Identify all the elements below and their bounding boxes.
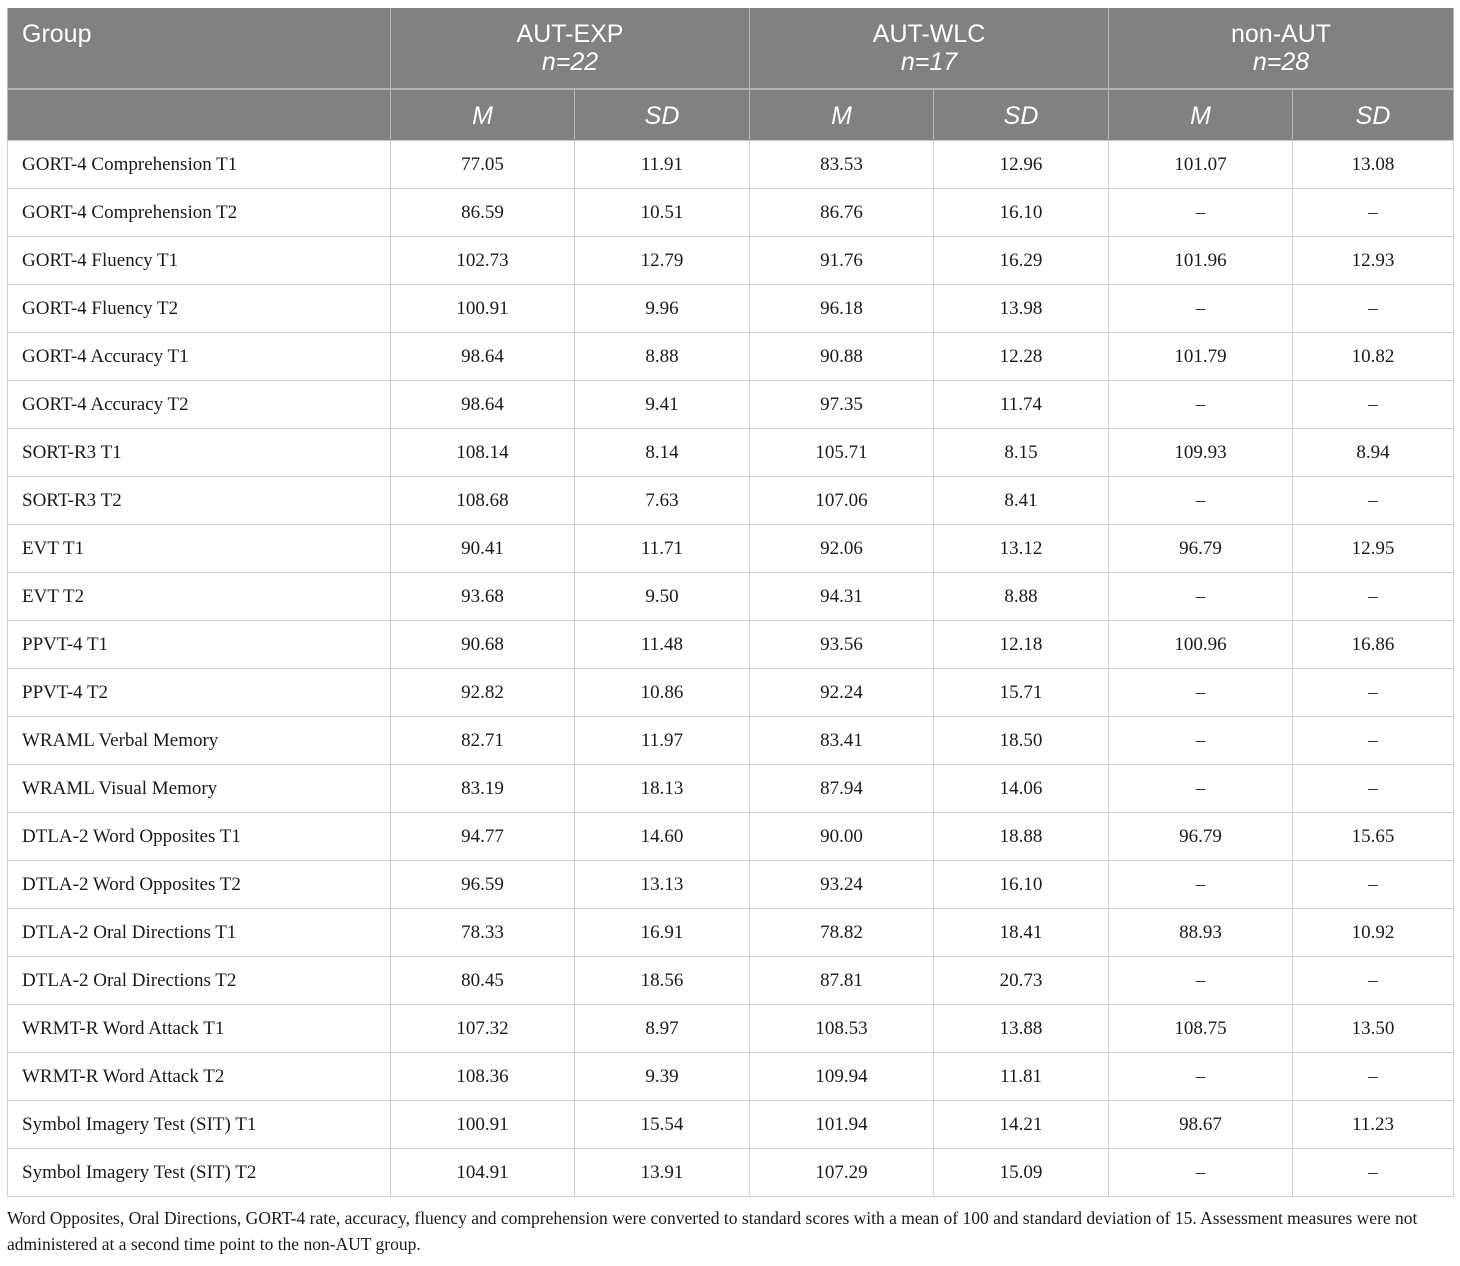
sd-header: SD (575, 89, 750, 141)
sd-header: SD (1293, 89, 1454, 141)
cell-non-aut-sd: – (1293, 717, 1454, 765)
row-label: DTLA-2 Oral Directions T1 (8, 909, 391, 957)
cell-aut-exp-mean: 93.68 (391, 573, 575, 621)
cell-non-aut-sd: 13.50 (1293, 1005, 1454, 1053)
table-footnote: Word Opposites, Oral Directions, GORT-4 rate, accuracy, fluency and comprehension were converted to standard scores with a mean of 100 and standard deviation of 15. Assessment measures were not administered at a second time point to the non-AUT group. (7, 1208, 1418, 1254)
table-row (8, 285, 1454, 333)
cell-aut-exp-sd: 11.71 (575, 525, 750, 573)
row-label: WRMT-R Word Attack T2 (8, 1053, 391, 1101)
cell-aut-exp-mean: 98.64 (391, 381, 575, 429)
cell-aut-exp-sd: 10.51 (575, 189, 750, 237)
group-name: non-AUT (1231, 20, 1332, 48)
table-container (7, 8, 1453, 1257)
mean-header: M (1109, 89, 1293, 141)
cell-aut-wlc-mean: 87.81 (750, 957, 934, 1005)
cell-aut-wlc-sd: 18.41 (934, 909, 1109, 957)
row-label: WRMT-R Word Attack T1 (8, 1005, 391, 1053)
cell-non-aut-mean: – (1109, 1053, 1293, 1101)
table-row (8, 1005, 1454, 1053)
table-row (8, 141, 1454, 189)
table-row (8, 909, 1454, 957)
cell-aut-wlc-mean: 94.31 (750, 573, 934, 621)
cell-non-aut-mean: – (1109, 573, 1293, 621)
table-row (8, 1053, 1454, 1101)
group-header-non-aut (1109, 8, 1454, 89)
cell-aut-exp-mean: 102.73 (391, 237, 575, 285)
row-label: Symbol Imagery Test (SIT) T2 (8, 1149, 391, 1197)
header-row-groups (8, 8, 1454, 89)
cell-aut-wlc-sd: 14.06 (934, 765, 1109, 813)
cell-aut-exp-sd: 18.13 (575, 765, 750, 813)
row-label: SORT-R3 T2 (8, 477, 391, 525)
cell-aut-exp-mean: 96.59 (391, 861, 575, 909)
group-header: Group (8, 8, 391, 89)
row-label: Symbol Imagery Test (SIT) T1 (8, 1101, 391, 1149)
cell-aut-exp-sd: 9.96 (575, 285, 750, 333)
cell-non-aut-mean: – (1109, 477, 1293, 525)
cell-aut-exp-sd: 15.54 (575, 1101, 750, 1149)
row-label: WRAML Verbal Memory (8, 717, 391, 765)
cell-aut-wlc-mean: 78.82 (750, 909, 934, 957)
cell-aut-wlc-sd: 15.71 (934, 669, 1109, 717)
group-header-aut-wlc (750, 8, 1109, 89)
cell-aut-exp-mean: 100.91 (391, 285, 575, 333)
cell-aut-wlc-mean: 109.94 (750, 1053, 934, 1101)
mean-header: M (391, 89, 575, 141)
cell-aut-wlc-mean: 87.94 (750, 765, 934, 813)
row-label: EVT T2 (8, 573, 391, 621)
cell-non-aut-sd: – (1293, 1149, 1454, 1197)
table-row (8, 573, 1454, 621)
cell-aut-wlc-sd: 14.21 (934, 1101, 1109, 1149)
table-row (8, 333, 1454, 381)
cell-aut-exp-mean: 82.71 (391, 717, 575, 765)
cell-aut-exp-mean: 78.33 (391, 909, 575, 957)
cell-aut-wlc-mean: 105.71 (750, 429, 934, 477)
row-label: GORT-4 Fluency T2 (8, 285, 391, 333)
cell-non-aut-mean: 98.67 (1109, 1101, 1293, 1149)
cell-aut-exp-mean: 107.32 (391, 1005, 575, 1053)
cell-non-aut-sd: – (1293, 957, 1454, 1005)
table-row (8, 189, 1454, 237)
blank-header-cell (8, 89, 391, 141)
table-body (8, 141, 1454, 1197)
cell-non-aut-sd: 11.23 (1293, 1101, 1454, 1149)
cell-aut-exp-mean: 92.82 (391, 669, 575, 717)
cell-non-aut-sd: – (1293, 381, 1454, 429)
cell-aut-exp-sd: 13.13 (575, 861, 750, 909)
row-label: GORT-4 Fluency T1 (8, 237, 391, 285)
cell-aut-exp-sd: 9.41 (575, 381, 750, 429)
cell-non-aut-mean: – (1109, 1149, 1293, 1197)
cell-non-aut-mean: 101.96 (1109, 237, 1293, 285)
row-label: SORT-R3 T1 (8, 429, 391, 477)
cell-aut-exp-mean: 100.91 (391, 1101, 575, 1149)
cell-aut-exp-sd: 16.91 (575, 909, 750, 957)
cell-aut-wlc-mean: 107.29 (750, 1149, 934, 1197)
cell-aut-wlc-sd: 20.73 (934, 957, 1109, 1005)
cell-aut-exp-sd: 11.91 (575, 141, 750, 189)
cell-non-aut-sd: 10.82 (1293, 333, 1454, 381)
table-row (8, 765, 1454, 813)
cell-aut-wlc-sd: 18.50 (934, 717, 1109, 765)
cell-aut-exp-sd: 10.86 (575, 669, 750, 717)
cell-aut-wlc-sd: 8.88 (934, 573, 1109, 621)
cell-aut-wlc-mean: 83.53 (750, 141, 934, 189)
row-label: GORT-4 Accuracy T2 (8, 381, 391, 429)
cell-non-aut-sd: 16.86 (1293, 621, 1454, 669)
cell-aut-exp-sd: 8.97 (575, 1005, 750, 1053)
cell-aut-wlc-sd: 12.96 (934, 141, 1109, 189)
table-row (8, 717, 1454, 765)
cell-aut-exp-sd: 13.91 (575, 1149, 750, 1197)
cell-aut-wlc-mean: 83.41 (750, 717, 934, 765)
cell-aut-wlc-mean: 90.00 (750, 813, 934, 861)
table-header (8, 8, 1454, 141)
cell-aut-exp-mean: 77.05 (391, 141, 575, 189)
cell-non-aut-sd: 12.93 (1293, 237, 1454, 285)
table-row (8, 621, 1454, 669)
cell-aut-wlc-sd: 13.12 (934, 525, 1109, 573)
cell-non-aut-sd: 13.08 (1293, 141, 1454, 189)
group-name: AUT-WLC (872, 20, 986, 48)
cell-aut-exp-sd: 9.50 (575, 573, 750, 621)
group-header-aut-exp (391, 8, 750, 89)
cell-aut-wlc-sd: 8.15 (934, 429, 1109, 477)
cell-non-aut-mean: 88.93 (1109, 909, 1293, 957)
table-row (8, 477, 1454, 525)
cell-aut-wlc-sd: 13.88 (934, 1005, 1109, 1053)
cell-aut-exp-sd: 11.97 (575, 717, 750, 765)
table-row (8, 381, 1454, 429)
cell-aut-wlc-mean: 93.24 (750, 861, 934, 909)
mean-header: M (750, 89, 934, 141)
table-row (8, 237, 1454, 285)
cell-aut-exp-mean: 90.68 (391, 621, 575, 669)
row-label: WRAML Visual Memory (8, 765, 391, 813)
cell-non-aut-sd: – (1293, 1053, 1454, 1101)
table-row (8, 1149, 1454, 1197)
table-row (8, 957, 1454, 1005)
cell-non-aut-mean: 96.79 (1109, 525, 1293, 573)
cell-aut-wlc-mean: 91.76 (750, 237, 934, 285)
row-label: GORT-4 Accuracy T1 (8, 333, 391, 381)
cell-non-aut-sd: 15.65 (1293, 813, 1454, 861)
table-row (8, 429, 1454, 477)
cell-non-aut-mean: – (1109, 669, 1293, 717)
cell-aut-wlc-mean: 93.56 (750, 621, 934, 669)
group-name: AUT-EXP (516, 20, 624, 48)
row-label: EVT T1 (8, 525, 391, 573)
cell-non-aut-sd: – (1293, 573, 1454, 621)
sd-header: SD (934, 89, 1109, 141)
cell-non-aut-sd: – (1293, 861, 1454, 909)
row-label: GORT-4 Comprehension T1 (8, 141, 391, 189)
cell-non-aut-sd: – (1293, 765, 1454, 813)
cell-aut-exp-sd: 8.88 (575, 333, 750, 381)
table-row (8, 813, 1454, 861)
cell-aut-exp-mean: 80.45 (391, 957, 575, 1005)
cell-aut-wlc-mean: 96.18 (750, 285, 934, 333)
cell-aut-wlc-sd: 16.10 (934, 189, 1109, 237)
cell-aut-wlc-mean: 107.06 (750, 477, 934, 525)
cell-aut-wlc-mean: 90.88 (750, 333, 934, 381)
cell-non-aut-mean: – (1109, 285, 1293, 333)
cell-aut-exp-sd: 18.56 (575, 957, 750, 1005)
cell-aut-wlc-mean: 86.76 (750, 189, 934, 237)
cell-aut-exp-sd: 11.48 (575, 621, 750, 669)
row-label: DTLA-2 Oral Directions T2 (8, 957, 391, 1005)
group-n: n=28 (1252, 48, 1310, 76)
row-label: DTLA-2 Word Opposites T1 (8, 813, 391, 861)
cell-aut-wlc-sd: 8.41 (934, 477, 1109, 525)
table-row (8, 525, 1454, 573)
cell-aut-exp-sd: 8.14 (575, 429, 750, 477)
cell-non-aut-sd: 12.95 (1293, 525, 1454, 573)
row-label: DTLA-2 Word Opposites T2 (8, 861, 391, 909)
cell-aut-wlc-sd: 15.09 (934, 1149, 1109, 1197)
cell-aut-exp-sd: 9.39 (575, 1053, 750, 1101)
cell-aut-exp-sd: 14.60 (575, 813, 750, 861)
cell-non-aut-mean: – (1109, 861, 1293, 909)
cell-aut-exp-sd: 7.63 (575, 477, 750, 525)
cell-aut-wlc-sd: 12.28 (934, 333, 1109, 381)
cell-non-aut-mean: – (1109, 381, 1293, 429)
row-label: GORT-4 Comprehension T2 (8, 189, 391, 237)
cell-aut-wlc-mean: 92.24 (750, 669, 934, 717)
cell-aut-wlc-mean: 108.53 (750, 1005, 934, 1053)
cell-non-aut-sd: – (1293, 189, 1454, 237)
cell-aut-exp-mean: 86.59 (391, 189, 575, 237)
cell-aut-exp-mean: 108.14 (391, 429, 575, 477)
cell-non-aut-mean: 101.79 (1109, 333, 1293, 381)
cell-non-aut-mean: – (1109, 189, 1293, 237)
cell-non-aut-mean: – (1109, 957, 1293, 1005)
table-row (8, 861, 1454, 909)
row-label: PPVT-4 T2 (8, 669, 391, 717)
cell-non-aut-sd: – (1293, 477, 1454, 525)
cell-non-aut-sd: – (1293, 285, 1454, 333)
cell-non-aut-mean: 101.07 (1109, 141, 1293, 189)
group-n: n=17 (900, 48, 958, 76)
table-row (8, 669, 1454, 717)
table-row (8, 1101, 1454, 1149)
cell-aut-exp-sd: 12.79 (575, 237, 750, 285)
cell-aut-exp-mean: 104.91 (391, 1149, 575, 1197)
cell-non-aut-mean: 96.79 (1109, 813, 1293, 861)
cell-aut-wlc-mean: 97.35 (750, 381, 934, 429)
cell-aut-wlc-sd: 11.74 (934, 381, 1109, 429)
cell-aut-wlc-sd: 18.88 (934, 813, 1109, 861)
cell-aut-wlc-sd: 11.81 (934, 1053, 1109, 1101)
cell-non-aut-mean: 108.75 (1109, 1005, 1293, 1053)
cell-aut-wlc-mean: 101.94 (750, 1101, 934, 1149)
cell-non-aut-sd: – (1293, 669, 1454, 717)
cell-non-aut-sd: 8.94 (1293, 429, 1454, 477)
header-row-stats (8, 89, 1454, 141)
results-table (7, 8, 1454, 1197)
cell-non-aut-mean: 109.93 (1109, 429, 1293, 477)
cell-aut-exp-mean: 98.64 (391, 333, 575, 381)
cell-aut-exp-mean: 90.41 (391, 525, 575, 573)
cell-aut-wlc-mean: 92.06 (750, 525, 934, 573)
cell-aut-wlc-sd: 16.10 (934, 861, 1109, 909)
cell-aut-exp-mean: 108.36 (391, 1053, 575, 1101)
cell-non-aut-mean: – (1109, 765, 1293, 813)
cell-non-aut-mean: – (1109, 717, 1293, 765)
group-n: n=22 (541, 48, 599, 76)
row-label: PPVT-4 T1 (8, 621, 391, 669)
cell-aut-exp-mean: 108.68 (391, 477, 575, 525)
cell-aut-wlc-sd: 13.98 (934, 285, 1109, 333)
cell-aut-wlc-sd: 12.18 (934, 621, 1109, 669)
cell-aut-exp-mean: 94.77 (391, 813, 575, 861)
cell-non-aut-sd: 10.92 (1293, 909, 1454, 957)
cell-aut-wlc-sd: 16.29 (934, 237, 1109, 285)
cell-non-aut-mean: 100.96 (1109, 621, 1293, 669)
cell-aut-exp-mean: 83.19 (391, 765, 575, 813)
